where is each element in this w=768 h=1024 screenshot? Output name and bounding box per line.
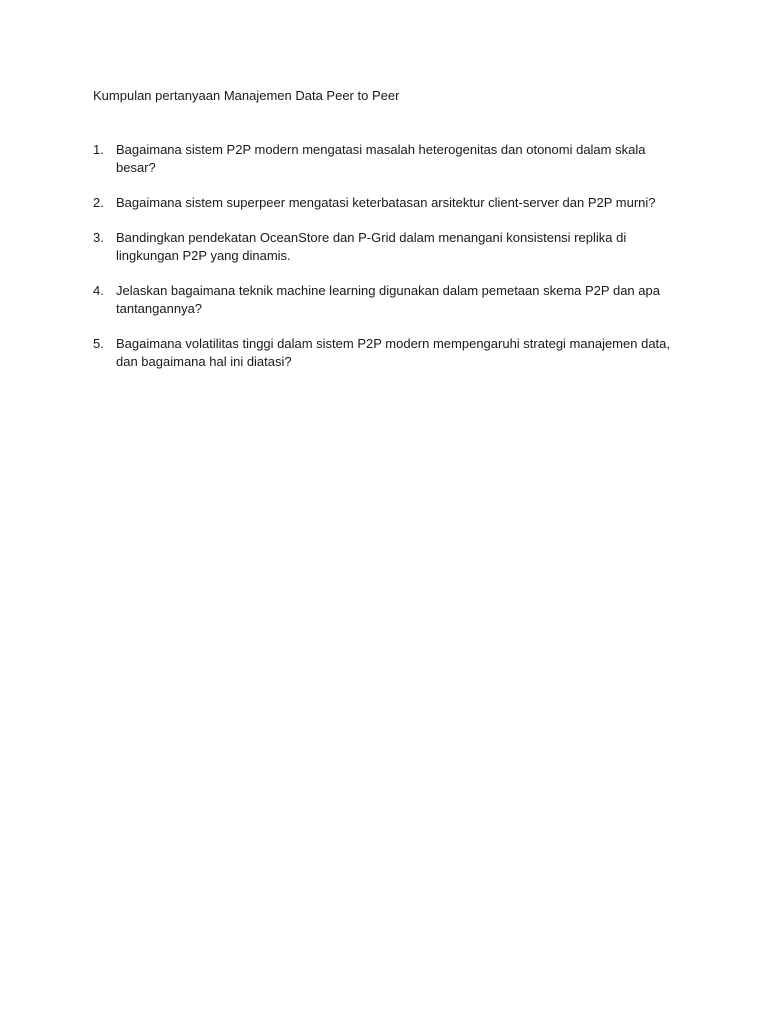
question-number: 1. — [93, 142, 104, 157]
document-title: Kumpulan pertanyaan Manajemen Data Peer to Peer — [93, 88, 400, 103]
question-number: 3. — [93, 230, 104, 245]
question-number: 4. — [93, 283, 104, 298]
question-text: Jelaskan bagaimana teknik machine learning digunakan dalam pemetaan skema P2P dan apa tantangannya? — [116, 283, 660, 316]
list-item — [93, 282, 683, 318]
question-text: Bagaimana sistem superpeer mengatasi keterbatasan arsitektur client-server dan P2P murni? — [116, 195, 656, 210]
list-item — [93, 141, 683, 177]
question-number: 2. — [93, 195, 104, 210]
question-text: Bandingkan pendekatan OceanStore dan P-Grid dalam menangani konsistensi replika di lingkungan P2P yang dinamis. — [116, 230, 627, 263]
list-item — [93, 194, 683, 212]
question-number: 5. — [93, 336, 104, 351]
question-text: Bagaimana volatilitas tinggi dalam sistem P2P modern mempengaruhi strategi manajemen data, dan bagaimana hal ini diatasi? — [116, 336, 670, 369]
question-list — [93, 141, 683, 388]
list-item — [93, 335, 683, 371]
list-item — [93, 229, 683, 265]
question-text: Bagaimana sistem P2P modern mengatasi masalah heterogenitas dan otonomi dalam skala besar? — [116, 142, 646, 175]
